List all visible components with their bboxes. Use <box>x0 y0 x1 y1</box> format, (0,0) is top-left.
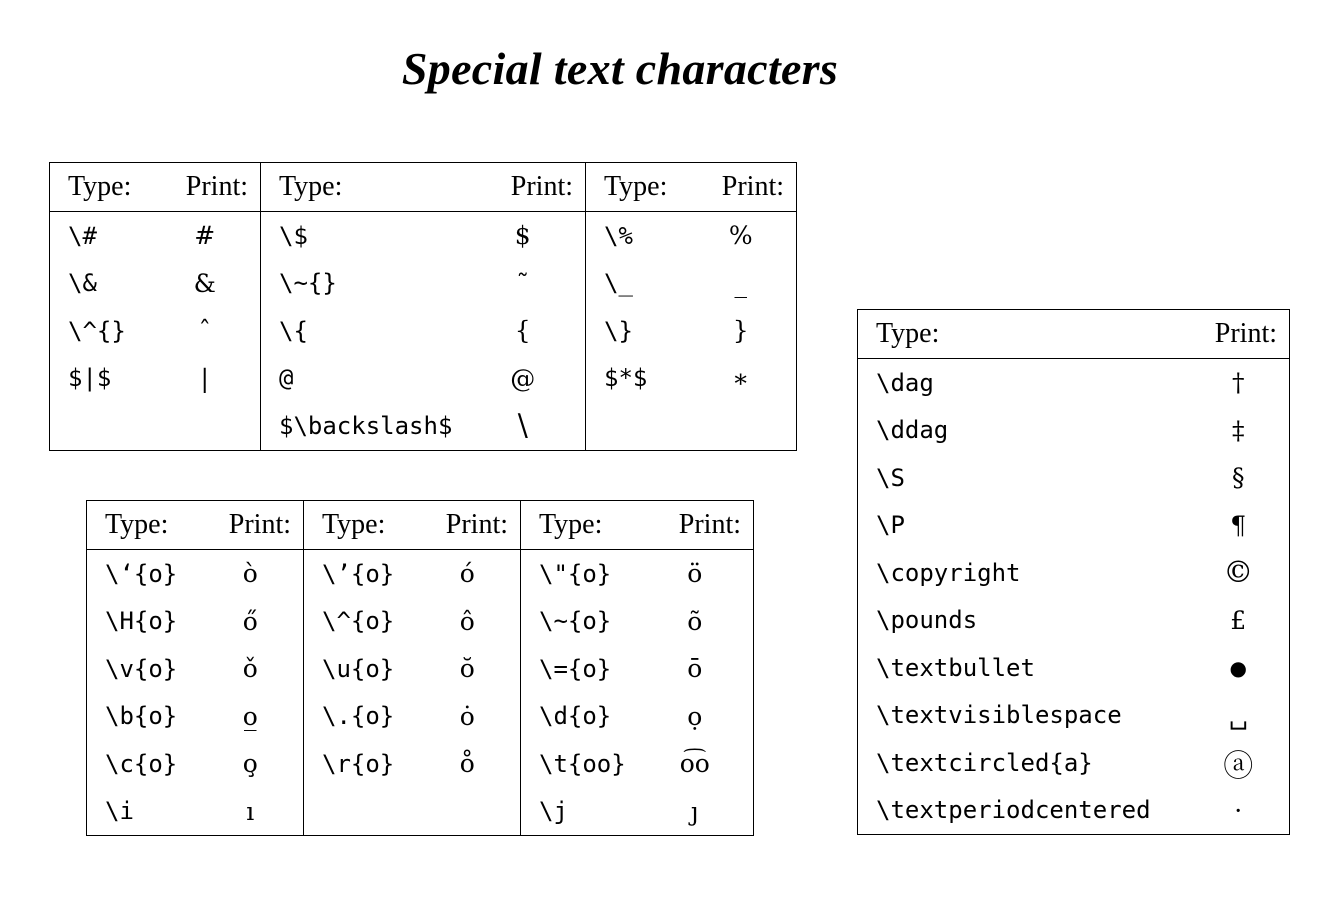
type-cell: $*$ <box>586 355 686 403</box>
print-cell: % <box>728 221 753 251</box>
print-header: Print: <box>150 163 261 212</box>
table-row <box>858 787 1290 835</box>
print-cell: ⓐ <box>1223 748 1254 784</box>
print-cell: ␣ <box>1228 700 1248 730</box>
type-cell: \textbullet <box>876 653 1035 682</box>
table-row <box>858 502 1290 550</box>
type-cell: \dag <box>876 368 934 397</box>
print-cell: o̧ <box>242 749 258 779</box>
type-cell: \pounds <box>876 606 978 635</box>
print-cell: o̲ <box>242 701 258 731</box>
type-cell: \% <box>586 212 686 260</box>
type-header: Type: <box>304 501 415 550</box>
print-cell: ọ <box>687 701 703 731</box>
type-cell: \~{o} <box>521 598 637 646</box>
print-cell: ˜ <box>516 268 529 298</box>
type-cell: \"{o} <box>521 550 637 598</box>
type-cell: \j <box>521 788 637 836</box>
type-cell: @ <box>261 355 461 403</box>
type-cell: \b{o} <box>105 702 178 731</box>
print-cell: ȯ <box>459 701 475 731</box>
type-cell: \copyright <box>876 558 1021 587</box>
print-cell: | <box>200 363 209 393</box>
print-cell: õ <box>687 606 703 636</box>
print-cell: ō <box>687 654 703 684</box>
table-row <box>50 307 797 355</box>
type-cell: \.{o} <box>304 693 415 741</box>
table-row <box>87 740 754 788</box>
page-title: Special text characters <box>401 43 839 94</box>
basic-characters-table <box>49 162 797 451</box>
print-cell: $ <box>514 221 531 251</box>
type-header: Type: <box>521 501 637 550</box>
table-row <box>858 407 1290 455</box>
print-header: Print: <box>1188 310 1290 359</box>
print-cell: & <box>193 268 216 298</box>
print-header: Print: <box>686 163 797 212</box>
type-cell: \d{o} <box>521 693 637 741</box>
print-cell: { <box>514 316 531 346</box>
table-row <box>858 454 1290 502</box>
print-cell: ● <box>1229 655 1247 680</box>
table-row <box>87 788 754 836</box>
table-header <box>858 310 1290 359</box>
print-cell: © <box>1223 555 1254 591</box>
type-cell: \v{o} <box>105 654 178 683</box>
print-header: Print: <box>461 163 586 212</box>
print-cell: ȷ <box>690 796 699 826</box>
print-cell: ŏ <box>459 654 475 684</box>
print-cell <box>686 402 797 450</box>
print-cell: · <box>1234 795 1243 825</box>
type-cell: \~{} <box>261 260 461 308</box>
table-header <box>50 163 797 212</box>
type-cell <box>304 788 415 836</box>
accents-table <box>86 500 754 836</box>
table-row <box>50 402 797 450</box>
print-cell: \ <box>517 408 528 444</box>
print-header: Print: <box>415 501 521 550</box>
print-cell: ǒ <box>242 654 258 684</box>
print-cell: ò <box>242 559 258 589</box>
type-cell: \‘{o} <box>105 559 178 588</box>
type-cell: \$ <box>261 212 461 260</box>
type-cell <box>50 402 150 450</box>
print-cell: @ <box>510 363 536 393</box>
type-cell: \{ <box>261 307 461 355</box>
type-cell: \textvisiblespace <box>876 701 1122 730</box>
type-cell: \ddag <box>876 416 949 445</box>
table-row <box>87 645 754 693</box>
print-cell: ¶ <box>1230 510 1247 540</box>
print-cell: ô <box>459 606 475 636</box>
print-cell <box>415 788 521 836</box>
type-header: Type: <box>586 163 686 212</box>
type-cell: \S <box>876 463 905 492</box>
type-cell: \t{oo} <box>521 740 637 788</box>
print-cell: § <box>1232 463 1245 493</box>
print-cell: # <box>194 221 216 251</box>
print-cell: ∗ <box>732 363 750 393</box>
print-cell: ö <box>687 559 703 589</box>
table-row <box>858 549 1290 597</box>
table-row <box>858 359 1290 407</box>
type-cell: \i <box>105 797 134 826</box>
type-cell: \={o} <box>521 645 637 693</box>
print-cell: ó <box>459 559 475 589</box>
type-cell: \^{} <box>68 316 126 345</box>
type-cell: \u{o} <box>304 645 415 693</box>
type-cell: \c{o} <box>105 749 178 778</box>
print-header: Print: <box>637 501 754 550</box>
table-header <box>87 501 754 550</box>
print-header: Print: <box>198 501 304 550</box>
type-cell: \textcircled{a} <box>876 748 1093 777</box>
table-row <box>50 260 797 308</box>
print-cell: o̊ <box>459 749 475 779</box>
print-cell: £ <box>1230 605 1247 635</box>
print-cell: † <box>1232 368 1245 398</box>
table-row <box>50 355 797 403</box>
table-row <box>858 692 1290 740</box>
type-header: Type: <box>261 163 461 212</box>
type-cell: $|$ <box>68 364 112 393</box>
table-row <box>50 212 797 260</box>
type-cell: \# <box>68 221 97 250</box>
print-cell: ˆ <box>198 316 211 346</box>
table-row <box>858 739 1290 787</box>
type-cell <box>586 402 686 450</box>
type-cell: $\backslash$ <box>261 402 461 450</box>
print-cell: _ <box>734 268 747 298</box>
table-row <box>87 550 754 598</box>
print-cell: ‡ <box>1232 415 1245 445</box>
table-row <box>87 693 754 741</box>
type-header: Type: <box>50 163 150 212</box>
print-cell <box>150 402 261 450</box>
type-cell: \r{o} <box>304 740 415 788</box>
type-cell: \& <box>68 269 97 298</box>
print-cell: o͡o <box>679 749 710 779</box>
table-row <box>858 644 1290 692</box>
type-cell: \P <box>876 511 905 540</box>
table-row <box>87 598 754 646</box>
symbols-table <box>857 309 1290 835</box>
print-cell: ı <box>246 796 255 826</box>
print-cell: } <box>732 316 749 346</box>
type-header: Type: <box>87 501 198 550</box>
type-cell: \textperiodcentered <box>876 796 1151 825</box>
type-header: Type: <box>858 310 1188 359</box>
type-cell: \} <box>586 307 686 355</box>
print-cell: ő <box>242 606 258 636</box>
type-cell: \^{o} <box>304 598 415 646</box>
type-cell: \_ <box>586 260 686 308</box>
type-cell: \’{o} <box>304 550 415 598</box>
type-cell: \H{o} <box>105 607 178 636</box>
table-row <box>858 597 1290 645</box>
